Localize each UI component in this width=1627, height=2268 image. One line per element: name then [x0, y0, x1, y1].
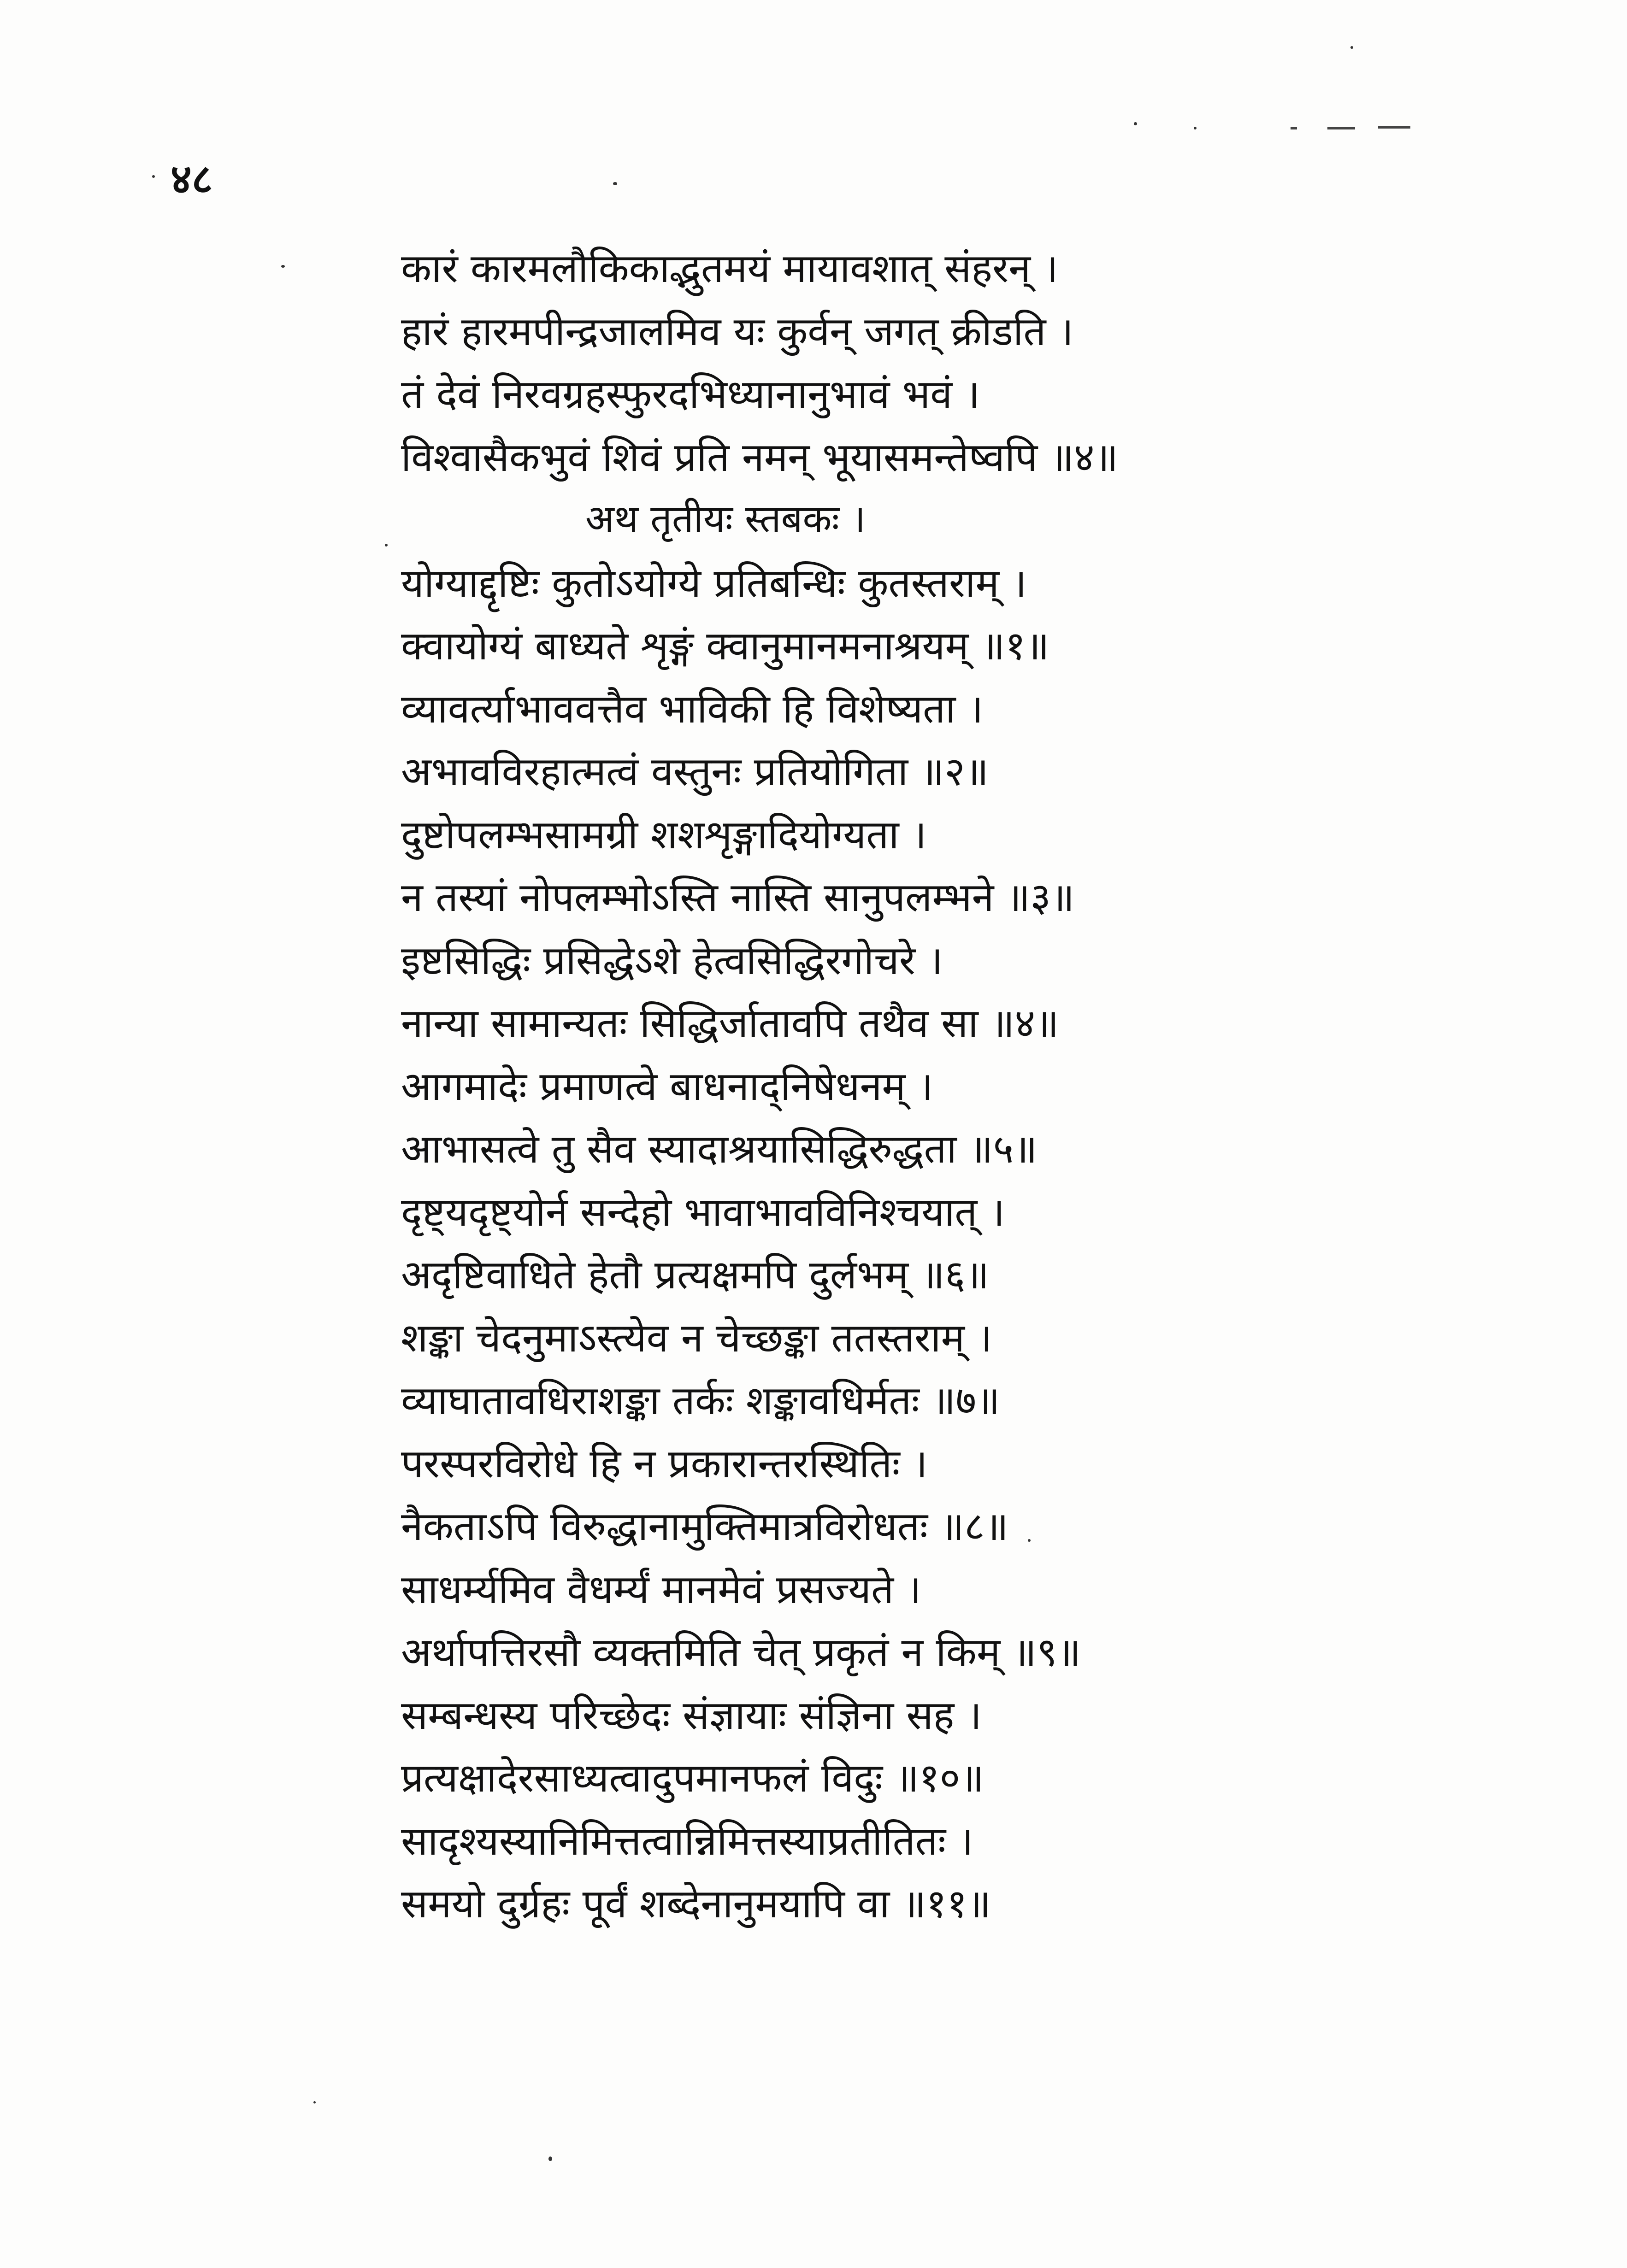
- scan-speck: [613, 182, 617, 185]
- verse-line: न तस्यां नोपलम्भोऽस्ति नास्ति सानुपलम्भने ॥३॥: [401, 875, 1075, 921]
- verse-line: अदृष्टिवाधिते हेतौ प्रत्यक्षमपि दुर्लभम् ॥६॥: [401, 1252, 990, 1298]
- verse-line: तं देवं निरवग्रहस्फुरदभिध्यानानुभावं भवं ।: [401, 371, 980, 417]
- verse-text-block: [401, 246, 1461, 2092]
- scan-speck: [313, 2101, 316, 2103]
- section-heading: अथ तृतीयः स्तबकः ।: [585, 497, 866, 541]
- page-number: ४८: [171, 155, 213, 203]
- verse-line: नान्या सामान्यतः सिद्धिर्जातावपि तथैव सा ॥४॥: [401, 1000, 1059, 1046]
- scan-speck: [548, 2156, 552, 2161]
- verse-line: सादृश्यस्यानिमित्तत्वान्निमित्तस्याप्रतीतितः ।: [401, 1818, 974, 1864]
- verse-line: अभावविरहात्मत्वं वस्तुनः प्रतियोगिता ॥२॥: [401, 749, 989, 795]
- verse-line: कारं कारमलौकिकाद्भुतमयं मायावशात् संहरन् ।: [401, 246, 1058, 292]
- verse-line: दृष्ट्यदृष्ट्योर्न सन्देहो भावाभावविनिश्चयात् ।: [401, 1189, 1005, 1235]
- scan-speck: [1134, 122, 1137, 125]
- verse-line: इष्टसिद्धिः प्रसिद्धेऽशे हेत्वसिद्धिरगोचरे ।: [401, 938, 943, 984]
- verse-line: समयो दुर्ग्रहः पूर्वं शब्देनानुमयापि वा ॥११॥: [401, 1881, 991, 1927]
- scan-speck: [152, 175, 155, 178]
- verse-line: नैकताऽपि विरुद्धानामुक्तिमात्रविरोधतः ॥८॥: [401, 1504, 1009, 1550]
- verse-line: अर्थापत्तिरसौ व्यक्तमिति चेत् प्रकृतं न किम् ॥९॥: [401, 1629, 1081, 1675]
- verse-line: आगमादेः प्रमाणत्वे बाधनाद्निषेधनम् ।: [401, 1063, 933, 1110]
- scan-mark: [1327, 127, 1355, 129]
- verse-line: विश्वासैकभुवं शिवं प्रति नमन् भूयासमन्तेष्वपि ॥४॥: [401, 435, 1119, 481]
- verse-line: प्रत्यक्षादेरसाध्यत्वादुपमानफलं विदुः ॥१०॥: [401, 1755, 984, 1801]
- scan-speck: [385, 544, 388, 546]
- verse-line: व्याघातावधिराशङ्का तर्कः शङ्कावधिर्मतः ॥७॥: [401, 1378, 1000, 1424]
- verse-line: व्यावर्त्याभाववत्तैव भाविकी हि विशेष्यता ।: [401, 686, 984, 732]
- verse-line: दुष्टोपलम्भसामग्री शशशृङ्गादियोग्यता ।: [401, 812, 927, 858]
- verse-line: क्वायोग्यं बाध्यते शृङ्गं क्वानुमानमनाश्रयम् ॥१॥: [401, 623, 1049, 669]
- scan-speck: [1028, 1539, 1031, 1542]
- verse-line: सम्बन्धस्य परिच्छेदः संज्ञायाः संज्ञिना सह ।: [401, 1692, 982, 1739]
- scan-speck: [1194, 127, 1197, 129]
- scan-mark: [1291, 127, 1297, 129]
- verse-line: शङ्का चेदनुमाऽस्त्येव न चेच्छङ्का ततस्तराम् ।: [401, 1315, 992, 1361]
- verse-line: हारं हारमपीन्द्रजालमिव यः कुर्वन् जगत् क्रीडति ।: [401, 309, 1074, 355]
- verse-line: आभासत्वे तु सैव स्यादाश्रयासिद्धिरुद्धता ॥५॥: [401, 1126, 1038, 1172]
- scan-speck: [1350, 46, 1353, 49]
- verse-line: साधर्म्यमिव वैधर्म्यं मानमेवं प्रसज्यते ।: [401, 1567, 921, 1613]
- verse-line: योग्याद्दृष्टिः कुतोऽयोग्ये प्रतिबन्धिः कुतस्तराम् ।: [401, 560, 1027, 606]
- scan-speck: [281, 265, 285, 268]
- scan-mark: [1378, 126, 1410, 129]
- verse-line: परस्परविरोधे हि न प्रकारान्तरस्थितिः ।: [401, 1441, 928, 1487]
